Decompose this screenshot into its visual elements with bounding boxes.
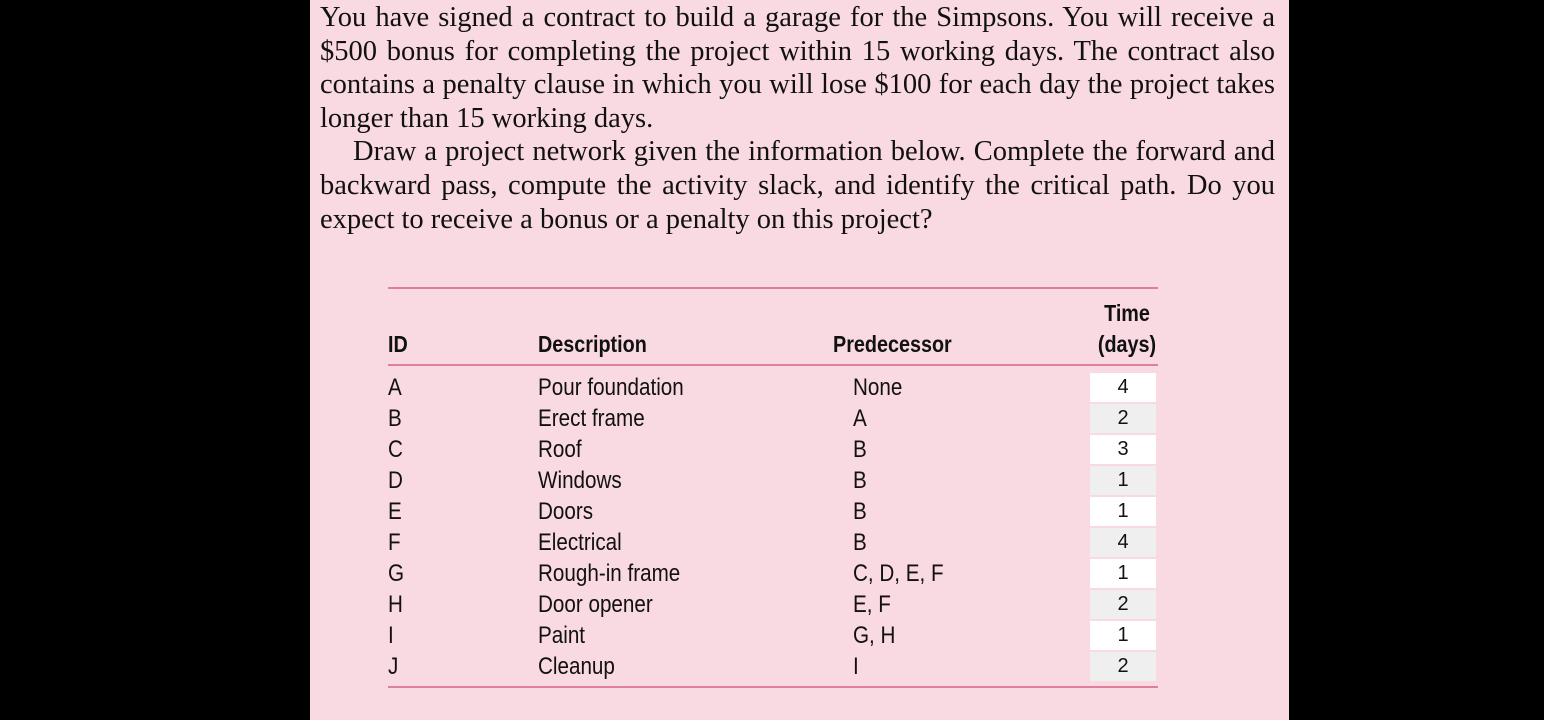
header-time-line1: Time bbox=[1104, 300, 1150, 326]
activity-predecessor: E, F bbox=[853, 591, 891, 618]
activity-time: 4 bbox=[1090, 373, 1156, 402]
activity-time: 2 bbox=[1090, 590, 1156, 619]
activity-id: I bbox=[388, 622, 394, 649]
activity-table bbox=[388, 287, 1158, 688]
table-body bbox=[388, 366, 1158, 686]
problem-paragraph-1: You have signed a contract to build a garage for the Simpsons. You will receive a $500 bonus for completing the project within 15 working days. The contract also contains a penalty clause in which you will lose $100 for each day the project takes longer than 15 working days. bbox=[320, 2, 1275, 134]
header-time-line2: (days) bbox=[1097, 331, 1157, 357]
activity-time: 2 bbox=[1090, 652, 1156, 681]
table-row bbox=[388, 527, 1158, 558]
activity-description: Rough-in frame bbox=[538, 560, 681, 587]
activity-description: Door opener bbox=[538, 591, 653, 618]
activity-time: 1 bbox=[1090, 466, 1156, 495]
header-description: Description bbox=[538, 331, 647, 357]
activity-time: 4 bbox=[1090, 528, 1156, 557]
activity-description: Roof bbox=[538, 436, 582, 463]
table-row bbox=[388, 372, 1158, 403]
table-header bbox=[388, 289, 1158, 366]
activity-id: A bbox=[388, 374, 402, 401]
table-row bbox=[388, 434, 1158, 465]
problem-statement bbox=[320, 1, 1275, 236]
table-row bbox=[388, 558, 1158, 589]
table-row bbox=[388, 589, 1158, 620]
activity-time: 2 bbox=[1090, 404, 1156, 433]
header-id: ID bbox=[388, 331, 408, 357]
activity-time: 1 bbox=[1090, 621, 1156, 650]
table-row bbox=[388, 496, 1158, 527]
activity-id: G bbox=[388, 560, 405, 587]
activity-id: D bbox=[388, 467, 403, 494]
activity-id: E bbox=[388, 498, 402, 525]
activity-predecessor: None bbox=[853, 374, 903, 401]
activity-predecessor: B bbox=[853, 529, 867, 556]
activity-description: Paint bbox=[538, 622, 586, 649]
activity-predecessor: C, D, E, F bbox=[853, 560, 944, 587]
table-row bbox=[388, 620, 1158, 651]
activity-id: F bbox=[388, 529, 401, 556]
header-predecessor: Predecessor bbox=[833, 331, 952, 357]
activity-predecessor: A bbox=[853, 405, 867, 432]
activity-time: 3 bbox=[1090, 435, 1156, 464]
activity-predecessor: B bbox=[853, 498, 867, 525]
activity-predecessor: B bbox=[853, 467, 867, 494]
table-row bbox=[388, 651, 1158, 682]
problem-paragraph-2: Draw a project network given the information below. Complete the forward and backward pass, compute the activity slack, and identify the critical path. Do you expect to receive a bonus or a penalty on this project? bbox=[320, 136, 1275, 235]
table-row bbox=[388, 465, 1158, 496]
activity-id: C bbox=[388, 436, 403, 463]
activity-predecessor: G, H bbox=[853, 622, 896, 649]
activity-description: Erect frame bbox=[538, 405, 645, 432]
activity-id: J bbox=[388, 653, 399, 680]
activity-id: H bbox=[388, 591, 403, 618]
activity-time: 1 bbox=[1090, 497, 1156, 526]
activity-predecessor: B bbox=[853, 436, 867, 463]
activity-description: Cleanup bbox=[538, 653, 615, 680]
activity-description: Pour foundation bbox=[538, 374, 684, 401]
activity-id: B bbox=[388, 405, 402, 432]
activity-description: Electrical bbox=[538, 529, 622, 556]
activity-time: 1 bbox=[1090, 559, 1156, 588]
table-row bbox=[388, 403, 1158, 434]
activity-predecessor: I bbox=[853, 653, 859, 680]
activity-description: Windows bbox=[538, 467, 622, 494]
header-time bbox=[1093, 298, 1160, 360]
textbook-page bbox=[310, 0, 1289, 720]
activity-description: Doors bbox=[538, 498, 594, 525]
